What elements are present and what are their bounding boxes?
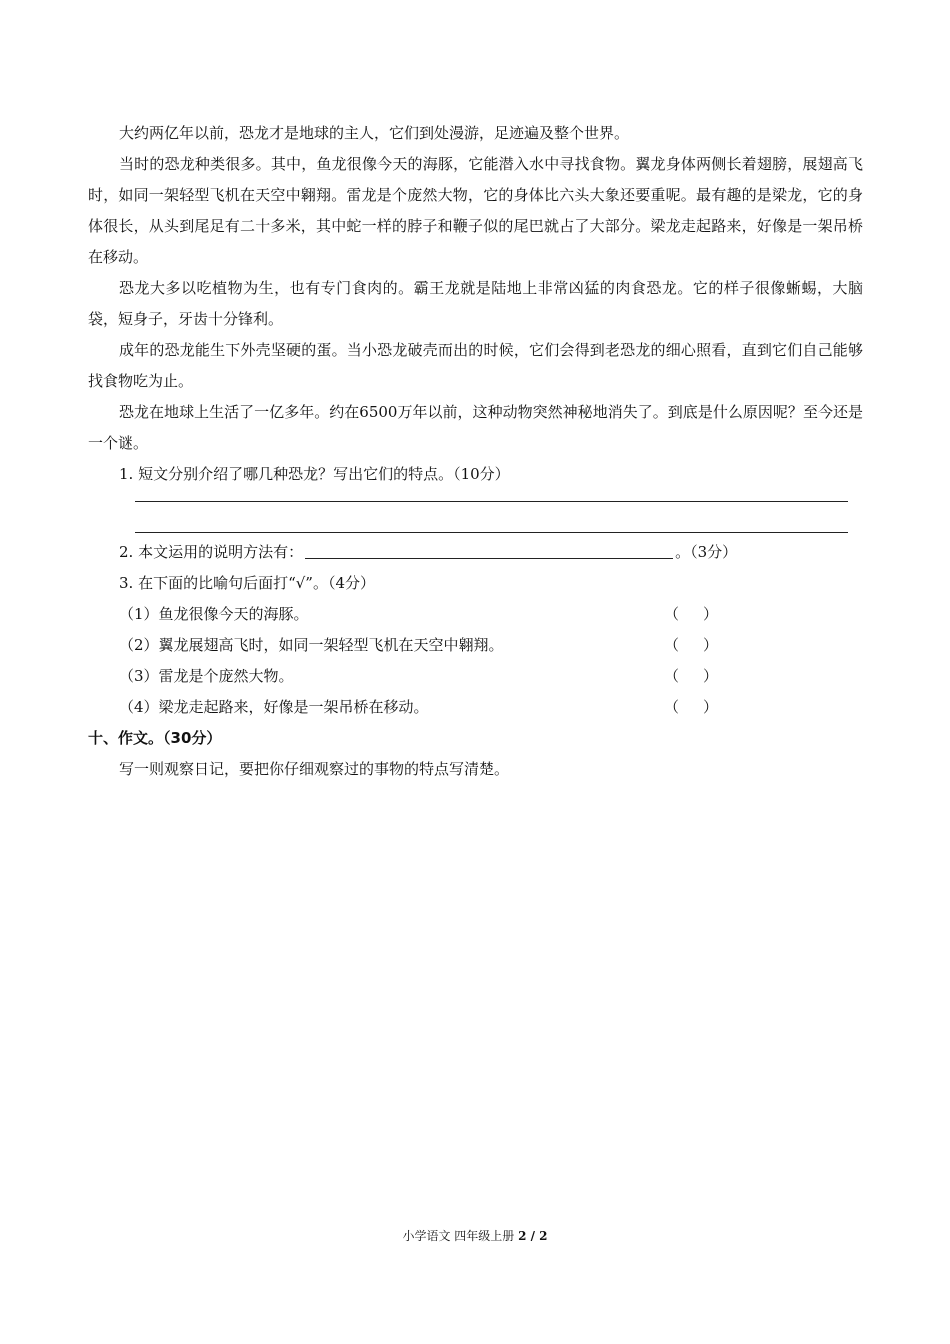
option-row-3 <box>88 661 863 692</box>
option-text-3: （3）雷龙是个庞然大物。 <box>119 667 294 685</box>
option-row-2 <box>88 630 863 661</box>
answer-paren-3[interactable] <box>664 661 718 692</box>
question-2 <box>88 537 863 568</box>
passage-paragraph-2: 当时的恐龙种类很多。其中，鱼龙很像今天的海豚，它能潜入水中寻找食物。翼龙身体两侧长着翅膀，展翅高飞时，如同一架轻型飞机在天空中翱翔。雷龙是个庞然大物，它的身体比六头大象还要重呢。最有趣的是梁龙，它的身体很长，从头到尾足有二十多米，其中蛇一样的脖子和鞭子似的尾巴就占了大部分。梁龙走起路来，好像是一架吊桥在移动。 <box>88 155 863 266</box>
page-number: 2 / 2 <box>518 1229 548 1243</box>
option-text-2: （2）翼龙展翅高飞时，如同一架轻型飞机在天空中翱翔。 <box>119 636 504 654</box>
question-2-suffix: 。（3分） <box>675 543 738 561</box>
paren-close: ） <box>702 636 718 654</box>
passage-paragraph-5: 恐龙在地球上生活了一亿多年。约在6500万年以前，这种动物突然神秘地消失了。到底是什么原因呢？至今还是一个谜。 <box>88 403 863 452</box>
question-3: 3. 在下面的比喻句后面打“√”。（4分） <box>119 574 376 592</box>
passage-paragraph-4: 成年的恐龙能生下外壳坚硬的蛋。当小恐龙破壳而出的时候，它们会得到老恐龙的细心照看，直到它们自己能够找食物吃为止。 <box>88 341 863 390</box>
page-footer <box>0 1228 950 1244</box>
passage-paragraph-3: 恐龙大多以吃植物为生，也有专门食肉的。霸王龙就是陆地上非常凶猛的肉食恐龙。它的样子很像蜥蜴，大脑袋，短身子，牙齿十分锋利。 <box>88 279 863 328</box>
paren-close: ） <box>702 667 718 685</box>
option-text-1: （1）鱼龙很像今天的海豚。 <box>119 605 309 623</box>
option-text-4: （4）梁龙走起路来，好像是一架吊桥在移动。 <box>119 698 429 716</box>
option-row-1 <box>88 599 863 630</box>
passage-paragraph-1: 大约两亿年以前，恐龙才是地球的主人，它们到处漫游，足迹遍及整个世界。 <box>119 124 630 142</box>
paren-open: （ <box>664 698 680 716</box>
answer-paren-1[interactable] <box>664 599 718 630</box>
paren-open: （ <box>664 636 680 654</box>
section-10-title: 十、作文。（30分） <box>88 729 222 747</box>
question-2-prefix: 2. 本文运用的说明方法有： <box>119 543 304 561</box>
question-1: 1. 短文分别介绍了哪几种恐龙？写出它们的特点。（10分） <box>119 465 510 483</box>
option-row-4 <box>88 692 863 723</box>
paren-close: ） <box>702 605 718 623</box>
answer-paren-4[interactable] <box>664 692 718 723</box>
footer-text: 小学语文 四年级上册 <box>402 1229 519 1243</box>
question-2-blank[interactable] <box>305 542 673 559</box>
answer-line-1[interactable] <box>135 501 848 502</box>
paren-open: （ <box>664 667 680 685</box>
answer-paren-2[interactable] <box>664 630 718 661</box>
worksheet-page <box>88 118 863 785</box>
answer-line-2[interactable] <box>135 532 848 533</box>
section-10-prompt: 写一则观察日记，要把你仔细观察过的事物的特点写清楚。 <box>119 760 510 778</box>
paren-close: ） <box>702 698 718 716</box>
paren-open: （ <box>664 605 680 623</box>
